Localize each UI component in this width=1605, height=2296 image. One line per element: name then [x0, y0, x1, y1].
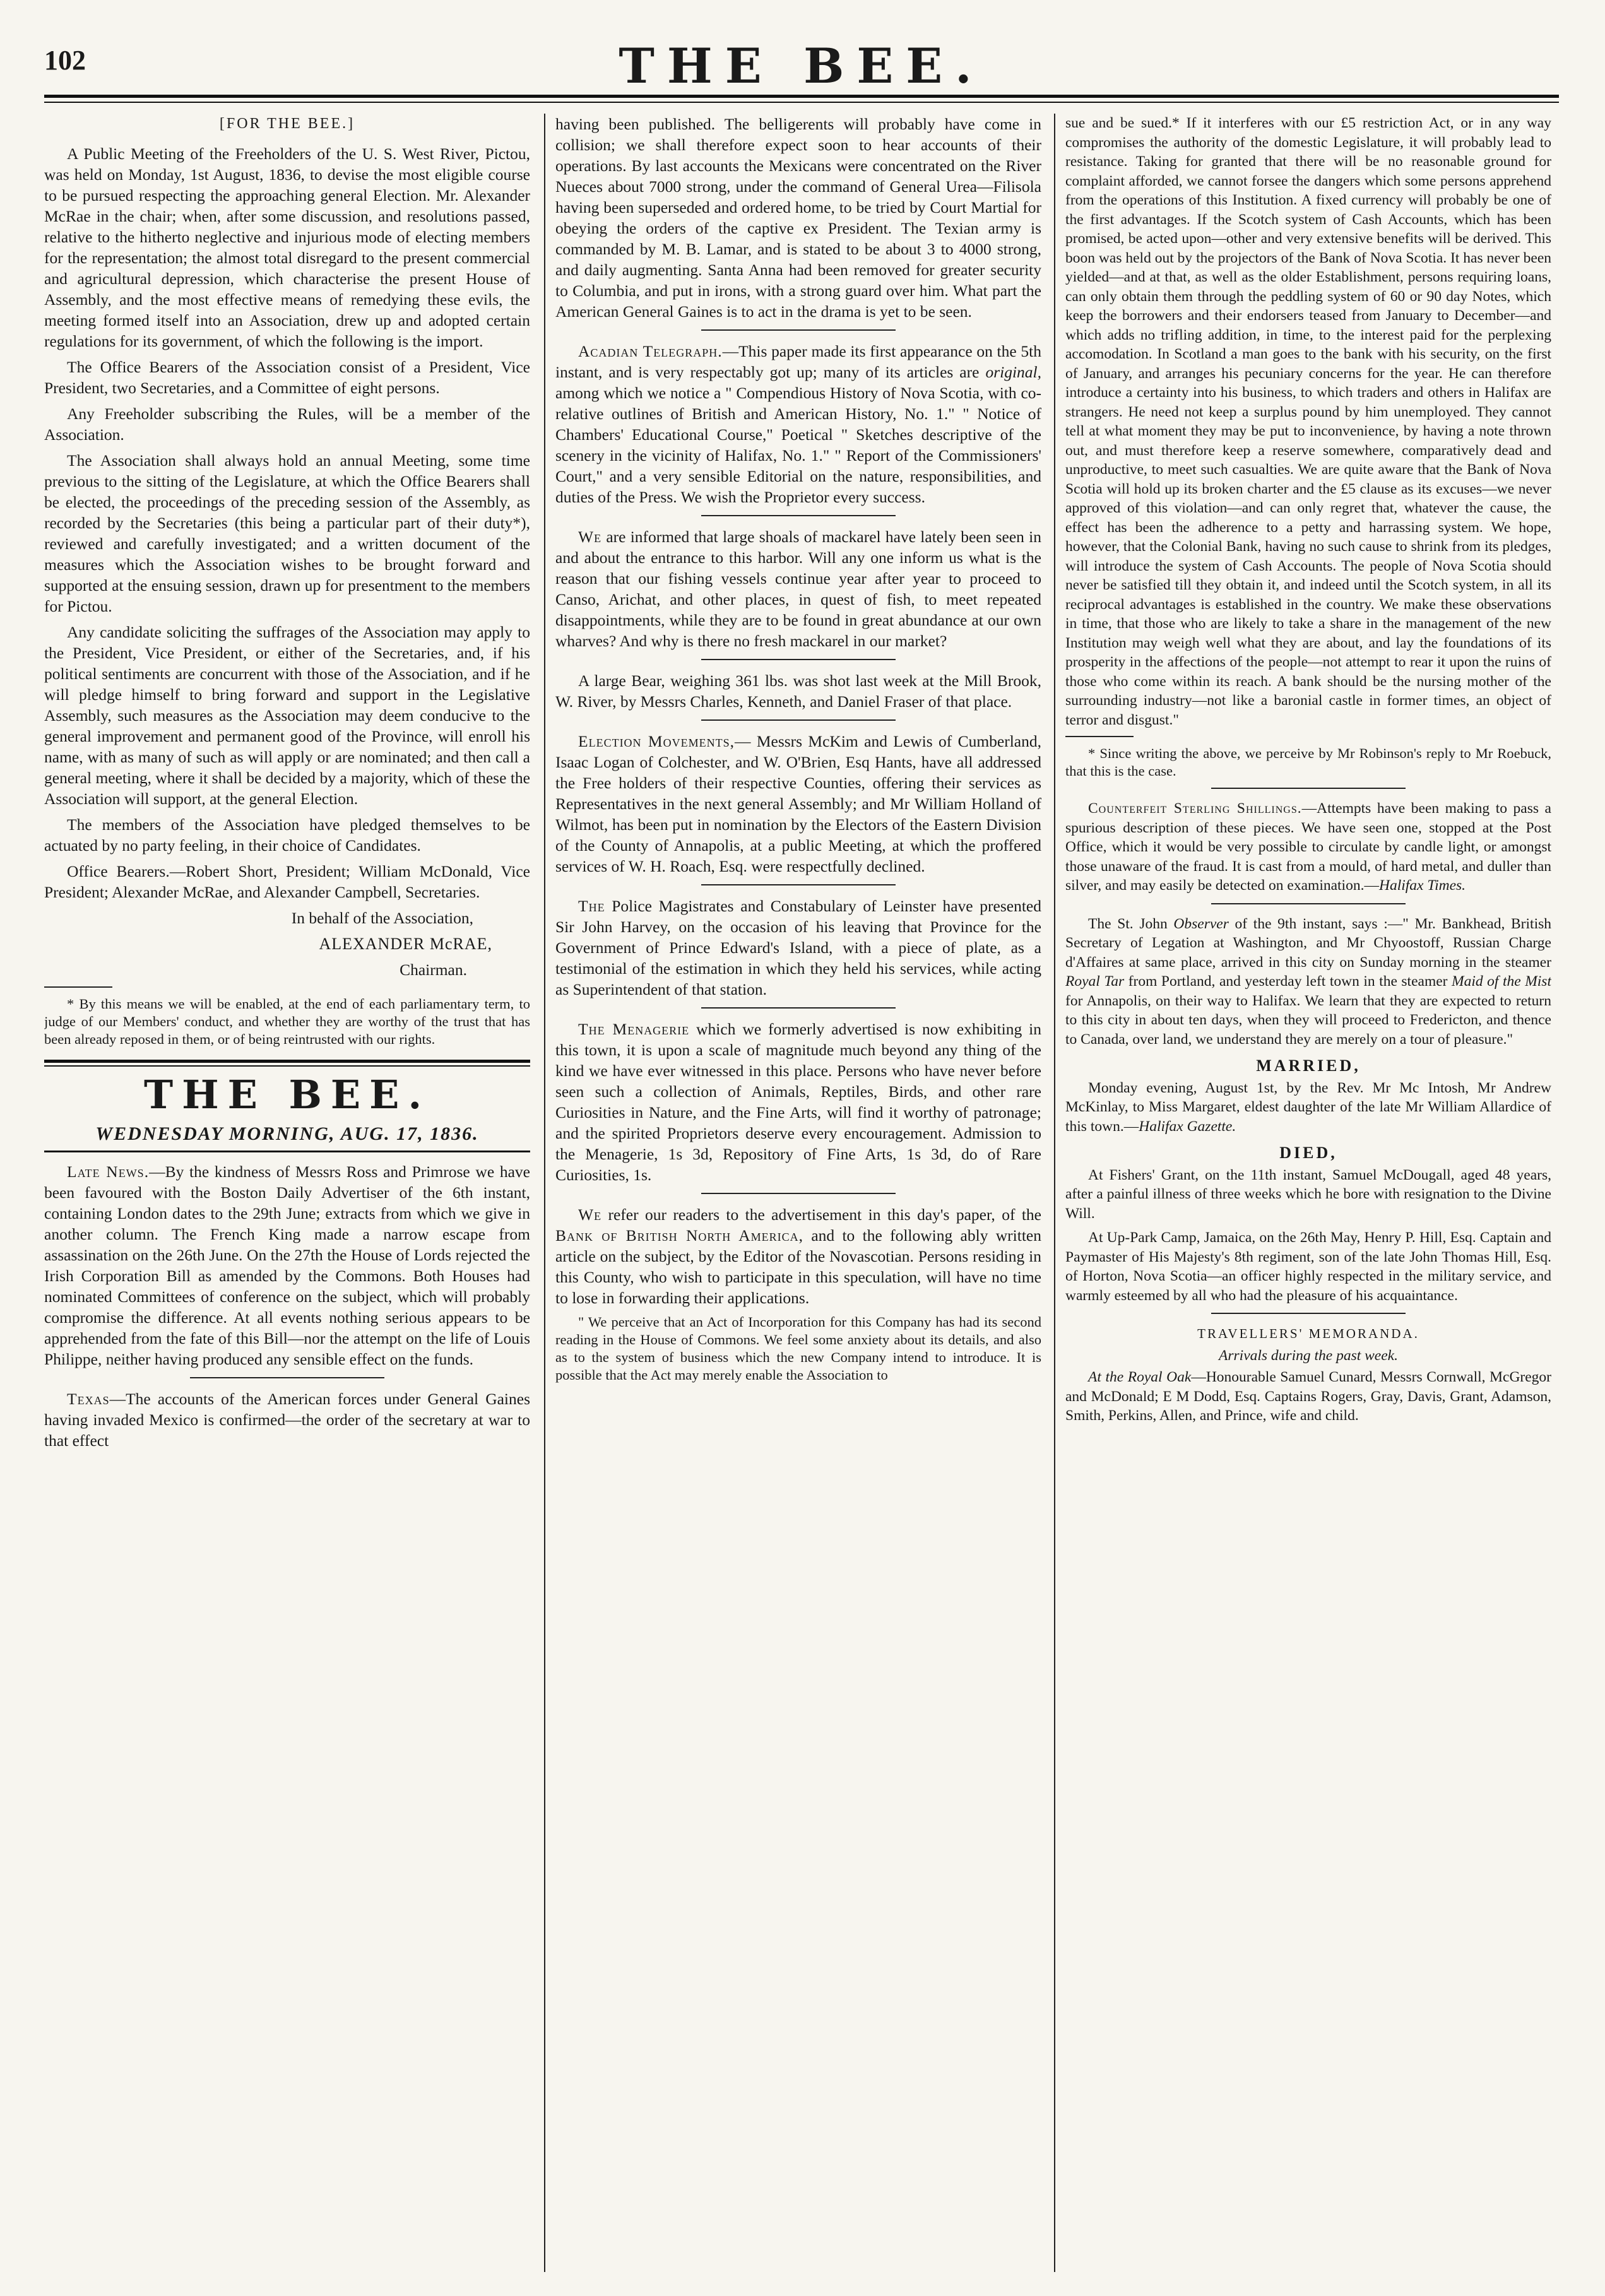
married-notice: [1065, 1079, 1551, 1137]
travellers-list: [1065, 1368, 1551, 1426]
article-body: and to the following ably written article on the subject, by the Editor of the Novascotian. Persons residing in this County, who wish to participate in this speculation, will have no time to lose in forwarding their applications.: [555, 1226, 1041, 1307]
death-notice: At Fishers' Grant, on the 11th instant, Samuel McDougall, aged 48 years, after a painful illness of three weeks which he bore with resignation to the Divine Will.: [1065, 1166, 1551, 1222]
paragraph: Any candidate soliciting the suffrages of the Association may apply to the President, Vice President, or either of the Secretaries, and, if his political sentiments are concurrent with those of the Association, and if he will pledge himself to bring forward and support in the Legislative Assembly, such measures as the Association may deem conducive to the general improvement and permanent good of the Province, will enroll his name, with as many of such as will apply or are nominated; and then call a general meeting, where it shall be decided by a majority, which of these the Association will support, at the general Election.: [44, 623, 530, 808]
quoted-article: " We perceive that an Act of Incorporation for this Company has had its second reading in the House of Commons. We feel some anxiety about its details, and also as to the system of business which the new Company intend to introduce. It is possible that the Act may merely enable the Association to: [555, 1314, 1041, 1383]
article-body: Police Magistrates and Constabulary of Leinster have presented Sir John Harvey, on the occasion of his leaving that Province for the Government of Prince Edward's Island, with a piece of plate, as a testimonial of the estimation in which they held his services, while acting as Superintendent of that station.: [555, 897, 1041, 998]
article-body: from Portland, and yesterday left town in the steamer: [1124, 973, 1452, 990]
paragraph: The members of the Association have pledged themselves to be actuated by no party feeling, in their choice of Candidates.: [44, 815, 530, 855]
emphasis: original,: [985, 363, 1041, 381]
article-lead: Counterfeit Sterling Shillings.: [1088, 800, 1302, 817]
article-body: for Annapolis, on their way to Halifax. We learn that they are expected to return to this city in about ten days, when they will proceed to Fredericton, and thence to Canada, over land, we understand they are merely on a tour of pleasure.": [1065, 992, 1551, 1048]
article-late-news: [44, 1161, 530, 1370]
article-separator: [1211, 903, 1406, 904]
article-lead: Texas: [67, 1390, 110, 1408]
married-heading: MARRIED,: [1256, 1056, 1361, 1075]
article-lead: The Menagerie: [578, 1020, 690, 1038]
quoted-article-continued: sue and be sued.* If it interferes with our £5 restriction Act, or in any way compromises the authority of the domestic Legislature, it will probably lead to resistance. Taking for granted that there will be no reasonable ground for complaint afforded, we cannot forsee the dangers which some persons apprehend from the operations of this Institution. A fixed currency will probably be one of the first advantages. If the Scotch system of Cash Accounts, which has been promised, be acted upon—other and very extensive benefits will be derived. This boon was held out by the projectors of the Bank of Nova Scotia. It has never been yielded—and at that, as well as the older Establishment, persons requiring loans, can only obtain them through the peddling system of 60 or 90 day Notes, which keep the borrowers and their endorsers teased from January to December—and which adds no trifling addition, in time, to the interest paid for the perplexing accomodation. In Scotland a man goes to the bank with his security, on the first of January, and arranges his pecuniary concerns for the year. He can therefore introduce a certainty into his business, to which traders and others in Halifax are strangers. He need not keep a surplus pound by him unemployed. They cannot tell at what moment they may be put to inconvenience, by having a note thrown out, and must therefore keep a reserve somewhere, comparatively dead and unproductive, to meet such casualties. We are quite aware that the Bank of Nova Scotia will hold up its broken charter and the £5 clause as its excuses—we never approved of this violation—and can only regret that, whatever the cause, the effect has been the adherence to a petty and harrassing system. We hope, however, that the Colonial Bank, having no such cause to shrink from its pledges, will introduce the system of Cash Accounts. The people of Nova Scotia should never be satisfied till they obtain it, and indeed until the Scotch system, in all its reciprocal advantages is established in the country. We make these observations in time, that those who are likely to take a share in the management of the new Institution may weigh well what they are about, and lay the foundations of its prosperity in the affections of the people—not attempt to rear it upon the ruins of those who come within its reach. A bank should be the nursing mother of the surrounding industry—not like a baronial castle in former times, an object of terror and disgust.": [1065, 115, 1551, 728]
article-separator: [701, 515, 896, 516]
column-3: [1065, 114, 1551, 2272]
article-separator: [1211, 1313, 1406, 1314]
newspaper-name: Observer: [1173, 915, 1229, 932]
article-separator: [1211, 788, 1406, 789]
notice-body: Monday evening, August 1st, by the Rev. Mr Mc Intosh, Mr Andrew McKinlay, to Miss Margaret, eldest daughter of the late Mr William Allardice of this town.—: [1065, 1079, 1551, 1135]
article-body: which we formerly advertised is now exhibiting in this town, it is upon a scale of magnitude much beyond any thing of the kind we have ever witnessed in this place. Persons who have never before seen such a collection of Animals, Reptiles, Birds, and other rare Curiosities in Nature, and the Fine Arts, will find it worthy of patronage; and the spirited Proprietors deserve every encouragement. Admission to the Menagerie, 1s 3d, Repository of Fine Arts, 1s 3d, do of Rare Curiosities, 1s.: [555, 1020, 1041, 1184]
travellers-body: —Honourable Samuel Cunard, Messrs Cornwall, McGregor and McDonald; E M Dodd, Esq. Captains Rogers, Gray, Davis, Grant, Adamson, Smith, Perkins, Allen, and Prince, wife and child.: [1065, 1369, 1551, 1424]
article-lead: Election Movements,: [578, 732, 735, 750]
article-body: —By the kindness of Messrs Ross and Primrose we have been favoured with the Boston Daily Advertiser of the 6th instant, containing London dates to the 29th June; extracts from which we give in another column. The French King made a narrow escape from assassination on the 26th June. On the 27th the House of Lords rejected the Irish Corporation Bill as amended by the Commons. Both Houses had nominated Committees of conference on the subject, which will probably compromise the difference. At all events nothing serious appears to be apprehended from the fate of this Bill—nor the attempt on the life of Louis Philippe, neither having produced any sensible effect on the funds.: [44, 1163, 530, 1368]
article-observer: [1065, 914, 1551, 1050]
article-lead: Acadian Telegraph.: [578, 342, 723, 360]
dateline: WEDNESDAY MORNING, AUG. 17, 1836.: [44, 1123, 530, 1152]
article-body: — Messrs McKim and Lewis of Cumberland, Isaac Logan of Colchester, and W. O'Brien, Esq Hants, have all addressed the Free holders of their respective Counties, offering their services as Representatives in the next general Assembly; and Mr William Holland of Wilmot, has been put in nomination by the Electors of the Eastern Division of the County of Annapolis, at a public Meeting, at which the proffered services of W. H. Roach, Esq. were respectfully declined.: [555, 732, 1041, 875]
travellers-subheading: Arrivals during the past week.: [1219, 1347, 1398, 1364]
footnote-rule: [1065, 736, 1134, 737]
article-separator: [701, 719, 896, 721]
paragraph: A Public Meeting of the Freeholders of the U. S. West River, Pictou, was held on Monday, 1st August, 1836, to devise the most eligible course to be pursued respecting the approaching general Election. Mr. Alexander McRae in the chair; when, after some discussion, and resolutions passed, relative to the hitherto neglective and injurious mode of electing members for the representation; the almost total disregard to the present commercial and agricultural depression, which characterise the present House of Assembly, and the most effective means of remedying these evils, the meeting formed itself into an Association, drew up and adopted certain regulations for its government, of which the following is the import.: [44, 145, 530, 350]
article-body: —This paper made its first appearance on the 5th instant, and is very respectably got up; many of its articles are: [555, 342, 1041, 381]
article-bank: [555, 1204, 1041, 1308]
article-body: refer our readers to the advertisement in this day's paper, of the: [601, 1205, 1041, 1224]
article-separator: [190, 1377, 384, 1378]
article-source: Halifax Times.: [1378, 877, 1466, 894]
article-body: are informed that large shoals of mackarel have lately been seen in and about the entrance to this harbor. Will any one inform us what is the reason that our fishing vessels continue year after year to proceed to Canso, Arichat, and other places, in quest of fish, to meet repeated disappointments, while they are to be found in great abundance at our own wharves? And why is there no fresh mackarel in our market?: [555, 528, 1041, 650]
article-separator: [701, 884, 896, 885]
death-notice: At Up-Park Camp, Jamaica, on the 26th May, Henry P. Hill, Esq. Captain and Paymaster of His Majesty's 8th regiment, son of the late John Thomas Hill, Esq. of Horton, Nova Scotia—an officer highly respected in the military service, and warmly esteemed by all who had the pleasure of his acquaintance.: [1065, 1229, 1551, 1304]
section-title: THE BEE.: [143, 1072, 431, 1118]
article-separator: [701, 1193, 896, 1194]
paper-title: THE BEE.: [619, 38, 985, 94]
article-body: The St. John: [1088, 915, 1174, 932]
paragraph: Any Freeholder subscribing the Rules, will be a member of the Association.: [44, 405, 530, 444]
paragraph: having been published. The belligerents will probably have come in collision; we shall therefore expect soon to hear accounts of their operations. By last accounts the Mexicans were concentrated on the River Nueces about 7000 strong, under the command of General Urea—Filisola having been superseded and ordered home, to be tried by Court Martial for obeying the orders of the captive ex President. The Texian army is commanded by M. B. Lamar, and is stated to be about 3 to 4000 strong, and daily augmenting. Santa Anna had been removed for greater security to Columbia, and put in irons, with a strong guard over him. What part the American General Gaines is to act in the drama is yet to be seen.: [555, 115, 1041, 321]
article-separator: [701, 659, 896, 660]
article-body: —Attempts have been making to pass a spurious description of these pieces. We have seen one, stopped at the Post Office, which it would be very possible to circulate by candle light, or amongst those unaware of the fraud. It is cast from a mould, of hard metal, and duller than silver, and may easily be detected on examination.—: [1065, 800, 1551, 894]
article-body: of the 9th instant, says :—" Mr. Bankhead, British Secretary of Legation at Washington, and Mr Chyoostoff, Russian Charge d'Affaires at same place, arrived in this city on Sunday morning in the steamer: [1065, 915, 1551, 971]
signature-line: In behalf of the Association,: [291, 909, 473, 927]
article-separator: [701, 329, 896, 331]
paragraph: The Office Bearers of the Association consist of a President, Vice President, two Secretaries, and a Committee of eight persons.: [44, 358, 530, 397]
footnote-rule: [44, 986, 112, 988]
signature-role: Chairman.: [400, 961, 467, 979]
column-divider: [544, 114, 545, 2272]
signature-name: ALEXANDER McRAE,: [319, 935, 492, 953]
notice-source: Halifax Gazette.: [1139, 1118, 1236, 1135]
footnote: * By this means we will be enabled, at the end of each parliamentary term, to judge of our Members' conduct, and whether they are worthy of the trust that has been already reposed in them, or of being reintrusted with our rights.: [44, 996, 530, 1047]
article-counterfeit: [1065, 799, 1551, 896]
ship-name: Royal Tar: [1065, 973, 1125, 990]
article-mackarel: [555, 526, 1041, 651]
article-election: [555, 731, 1041, 877]
article-police: [555, 896, 1041, 1000]
article-bear: A large Bear, weighing 361 lbs. was shot last week at the Mill Brook, W. River, by Messrs Charles, Kenneth, and Daniel Fraser of that place.: [555, 672, 1041, 711]
died-heading: DIED,: [1279, 1144, 1337, 1162]
footnote: * Since writing the above, we perceive by Mr Robinson's reply to Mr Roebuck, that this is the case.: [1065, 745, 1551, 779]
article-separator: [701, 1007, 896, 1009]
article-body: —The accounts of the American forces under General Gaines having invaded Mexico is confirmed—the order of the secretary at war to that effect: [44, 1390, 530, 1450]
paragraph: The Association shall always hold an annual Meeting, some time previous to the sitting of the Legislature, at which the Office Bearers shall be elected, the proceedings of the preceding session of the Assembly, as recorded by the Secretaries (this being a particular part of their duty*), reviewed and carefully investigated; and a written document of the measures which the Association wishes to be brought forward and supported at the ensuing session, drawn up for presentment to the members for Pictou.: [44, 451, 530, 615]
article-menagerie: [555, 1019, 1041, 1185]
inn-name: At the Royal Oak: [1088, 1369, 1192, 1385]
section-rule: [44, 1060, 530, 1067]
travellers-heading: TRAVELLERS' MEMORANDA.: [1197, 1326, 1419, 1341]
column-1: [44, 114, 530, 2272]
article-lead: We: [578, 528, 602, 546]
masthead-rule: [44, 95, 1559, 103]
article-texas: [44, 1388, 530, 1451]
article-body: among which we notice a " Compendious History of Nova Scotia, with co-relative outlines of British and American History, No. 1." " Notice of Chambers' Educational Course," Poetical " Sketches descriptive of the scenery in the vicinity of Halifax, No. 1." " Report of the Commissioners' Court," and a very sensible Editorial on the nature, responsibilities, and duties of the Press. We wish the Proprietor every success.: [555, 384, 1041, 506]
article-heading: [FOR THE BEE.]: [219, 115, 355, 132]
article-lead: Late News.: [67, 1163, 150, 1181]
column-divider: [1054, 114, 1055, 2272]
article-acadian: [555, 341, 1041, 507]
column-2: [555, 114, 1041, 2272]
paragraph: Office Bearers.—Robert Short, President; William McDonald, Vice President; Alexander McRae, and Alexander Campbell, Secretaries.: [44, 862, 530, 901]
ship-name: Maid of the Mist: [1452, 973, 1551, 990]
article-lead: We: [578, 1205, 602, 1224]
article-lead: The: [578, 897, 605, 915]
bank-name: Bank of British North America,: [555, 1226, 804, 1245]
page-number: 102: [44, 45, 86, 76]
